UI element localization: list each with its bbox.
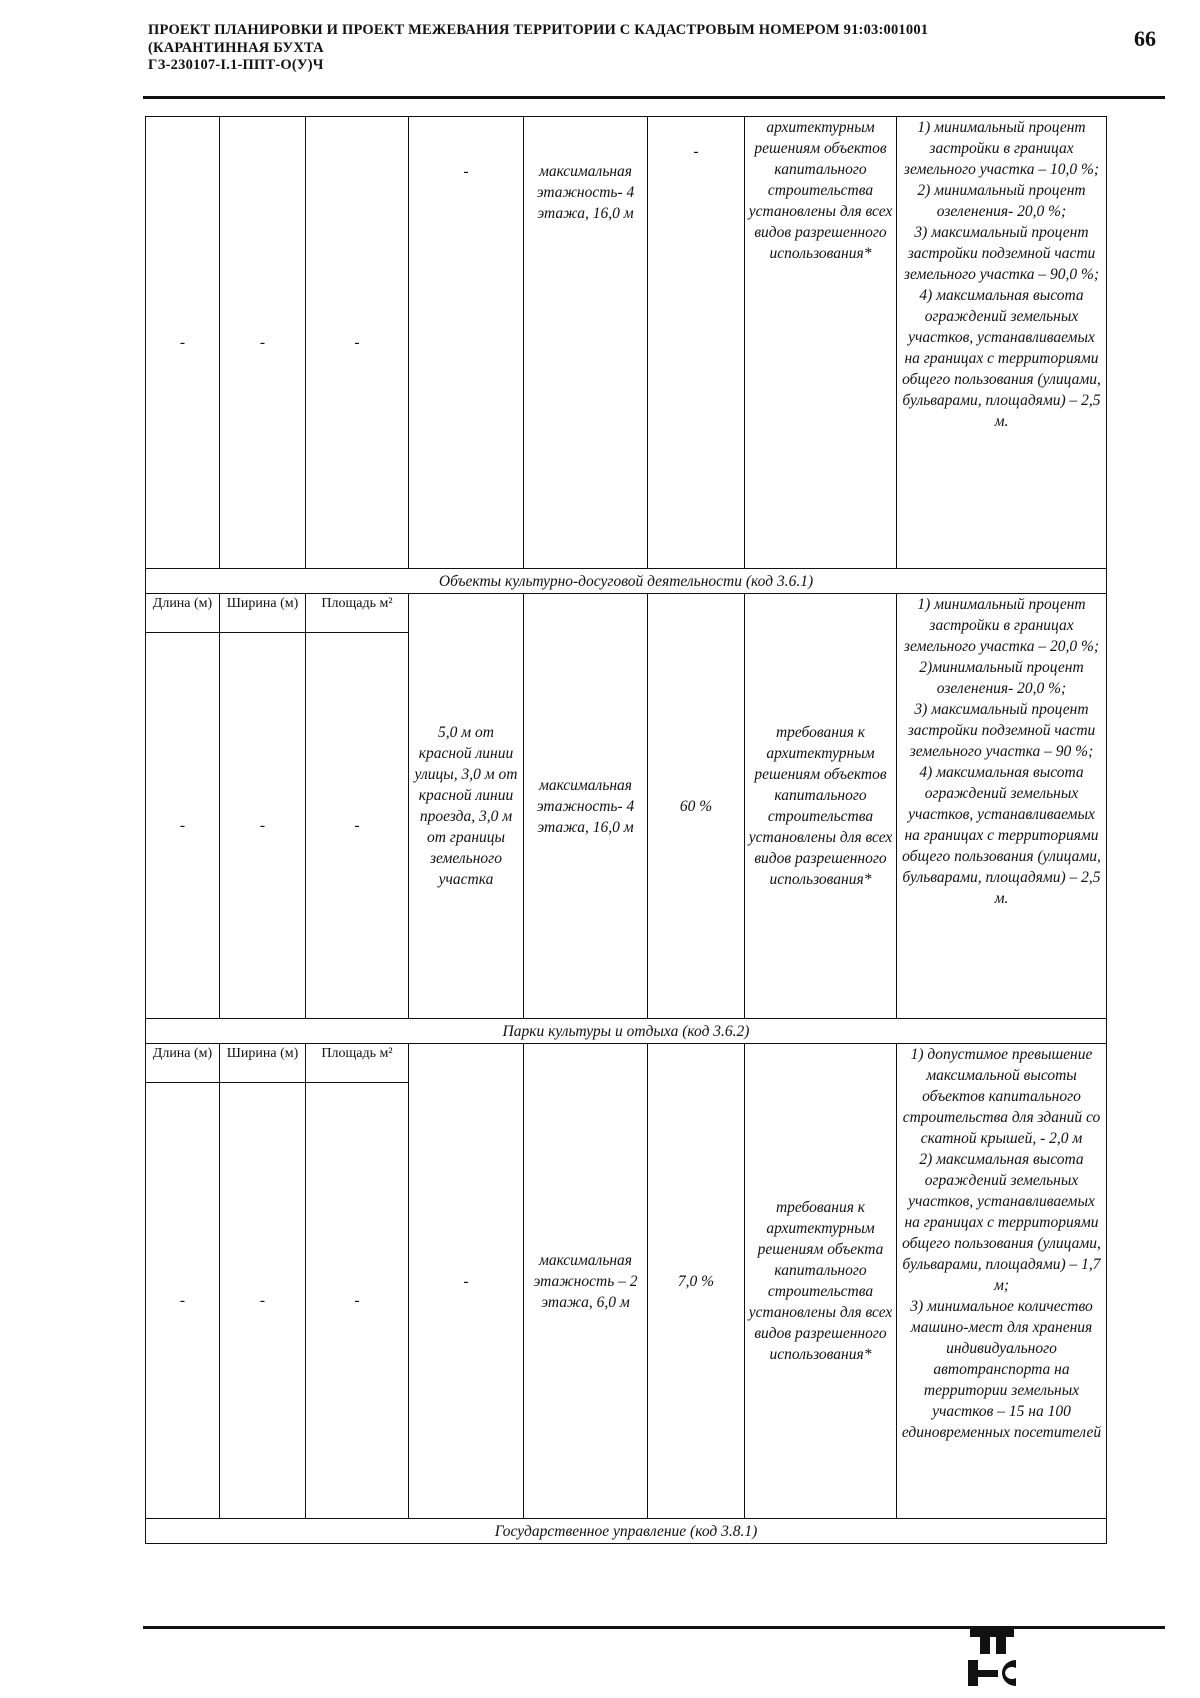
section-title-row [146, 1519, 1107, 1544]
cell-floors: максимальная этажность- 4 этажа, 16,0 м [524, 117, 648, 569]
cell-width: - [220, 117, 306, 569]
cell-conditions [897, 117, 1107, 569]
header-title-line2: (КАРАНТИННАЯ БУХТА [148, 39, 324, 56]
condition-item: 4) максимальная высота ограждений земельных участков, устанавливаемых на границах с территориями общего пользования (улицами, бульварами, площадями) – 2,5 м. [902, 764, 1101, 907]
cell-coverage: 7,0 % [648, 1044, 745, 1519]
condition-item: 2) максимальная высота ограждений земельных участков, устанавливаемых на границах с территориями общего пользования (улицами, бульварами, площадями) – 1,7 м; [902, 1151, 1101, 1294]
cell-conditions [897, 1044, 1107, 1519]
section-title-cultural: Объекты культурно-досуговой деятельности (код 3.6.1) [146, 569, 1107, 594]
page-number: 66 [1134, 26, 1156, 51]
col-header-area: Площадь м² [306, 1044, 409, 1083]
section-title-row [146, 569, 1107, 594]
cell-length: - [146, 633, 220, 1019]
header-divider [143, 96, 1165, 99]
cell-width: - [220, 633, 306, 1019]
logo-emblem-icon [966, 1626, 1024, 1688]
header-title-line1: ПРОЕКТ ПЛАНИРОВКИ И ПРОЕКТ МЕЖЕВАНИЯ ТЕРРИТОРИИ С КАДАСТРОВЫМ НОМЕРОМ 91:03:001001 [148, 22, 929, 38]
cell-width: - [220, 1083, 306, 1519]
cell-arch-requirements: архитектурным решениям объектов капитального строительства установлены для всех видов разрешенного использования* [745, 117, 897, 569]
cell-setback: 5,0 м от красной линии улицы, 3,0 м от красной линии проезда, 3,0 м от границы земельного участка [409, 594, 524, 1019]
condition-item: 3) минимальное количество машино-мест для хранения индивидуального автотранспорта на территории земельных участков – 15 на 100 единовременных посетителей [901, 1298, 1102, 1441]
col-header-width: Ширина (м) [220, 1044, 306, 1083]
cell-length: - [146, 1083, 220, 1519]
cell-floors: максимальная этажность – 2 этажа, 6,0 м [524, 1044, 648, 1519]
cell-conditions [897, 594, 1107, 1019]
section-title-parks: Парки культуры и отдыха (код 3.6.2) [146, 1019, 1107, 1044]
cell-area: - [306, 633, 409, 1019]
table-row [146, 594, 1107, 633]
cell-area: - [306, 117, 409, 569]
cell-area: - [306, 1083, 409, 1519]
condition-item: 2) минимальный процент озеленения- 20,0 %; [917, 182, 1086, 220]
cell-setback: - [409, 1044, 524, 1519]
condition-item: 4) максимальная высота ограждений земельных участков, устанавливаемых на границах с территориями общего пользования (улицами, бульварами, площадями) – 2,5 м. [902, 287, 1101, 430]
col-header-length: Длина (м) [146, 594, 220, 633]
condition-item: 3) максимальный процент застройки подземной части земельного участка – 90 %; [907, 701, 1096, 760]
condition-item: 2)минимальный процент озеленения- 20,0 %; [919, 659, 1084, 697]
condition-item: 3) максимальный процент застройки подземной части земельного участка – 90,0 %; [903, 224, 1100, 283]
section-title-row [146, 1019, 1107, 1044]
section-title-government: Государственное управление (код 3.8.1) [146, 1519, 1107, 1544]
nii-gais-logo [966, 1624, 1166, 1690]
col-header-length: Длина (м) [146, 1044, 220, 1083]
col-header-width: Ширина (м) [220, 594, 306, 633]
table-row [146, 117, 1107, 569]
regulations-table [145, 116, 1107, 1544]
header-doc-code: ГЗ-230107-I.1-ППТ-О(У)Ч [148, 57, 324, 73]
cell-coverage: 60 % [648, 594, 745, 1019]
cell-arch-requirements: требования к архитектурным решениям объектов капитального строительства установлены для всех видов разрешенного использования* [745, 594, 897, 1019]
cell-floors: максимальная этажность- 4 этажа, 16,0 м [524, 594, 648, 1019]
condition-item: 1) допустимое превышение максимальной высоты объектов капитального строительства для зданий со скатной крышей, - 2,0 м [902, 1046, 1101, 1147]
document-header [148, 22, 1098, 75]
condition-item: 1) минимальный процент застройки в границах земельного участка – 20,0 %; [903, 596, 1100, 655]
cell-length: - [146, 117, 220, 569]
table-row [146, 1044, 1107, 1083]
cell-arch-requirements: требования к архитектурным решениям объекта капитального строительства установлены для всех видов разрешенного использования* [745, 1044, 897, 1519]
condition-item: 1) минимальный процент застройки в границах земельного участка – 10,0 %; [903, 119, 1100, 178]
cell-setback: - [409, 117, 524, 569]
cell-coverage: - [648, 117, 745, 569]
col-header-area: Площадь м² [306, 594, 409, 633]
